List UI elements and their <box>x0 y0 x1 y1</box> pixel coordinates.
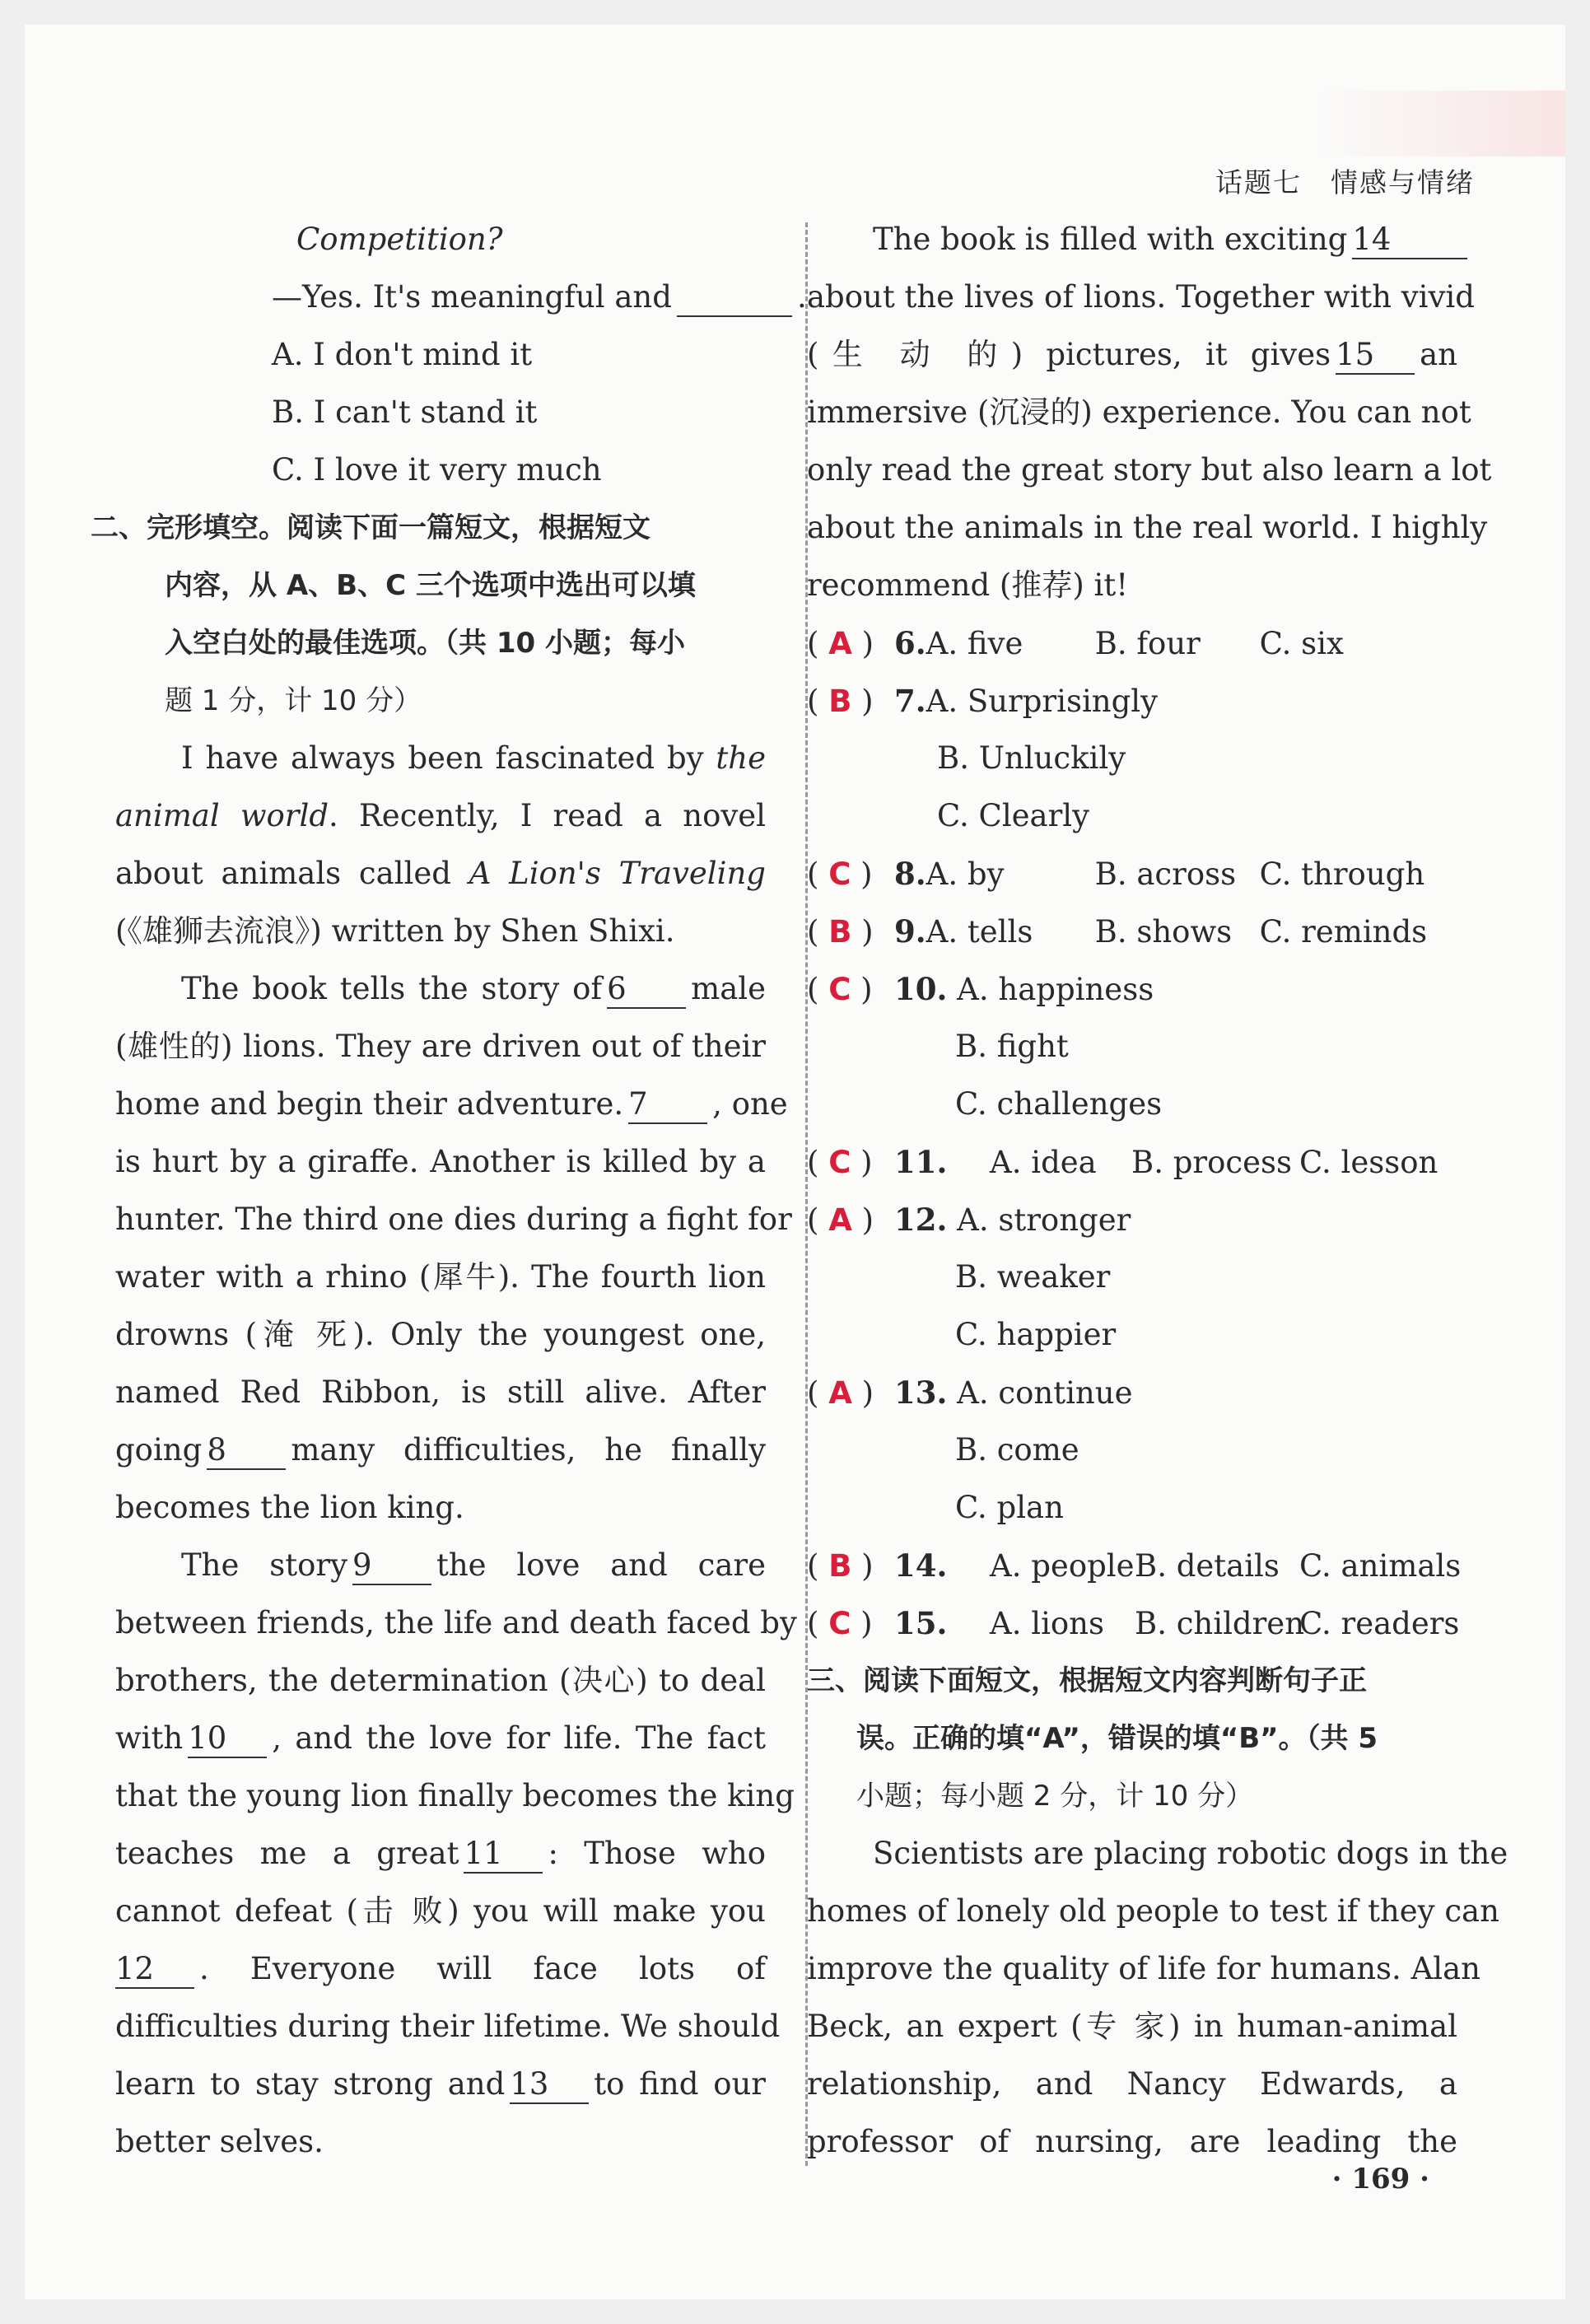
answer-blank: 12 <box>115 1951 194 1989</box>
passage-line: professor of nursing, are leading the <box>807 2124 1457 2159</box>
dialog-line: —Yes. It's meaningful and . <box>115 268 766 326</box>
answer-row-q12: ( A ) 12. A. stronger <box>807 1202 1131 1238</box>
passage-line: (生 动 的) pictures, it gives 15 an <box>807 326 1457 384</box>
answer-option: B. weaker <box>955 1259 1111 1295</box>
passage-line: about the animals in the real world. I highly <box>807 510 1488 545</box>
passage-line: that the young lion finally becomes the king <box>115 1778 795 1813</box>
passage-line: better selves. <box>115 2124 324 2159</box>
answer-blank: 14 <box>1352 222 1467 259</box>
answer-row-q8: ( C ) 8.A. by B. across C. through <box>807 856 1425 892</box>
section-3-heading: 三、阅读下面短文，根据短文内容判断句子正 <box>807 1664 1367 1697</box>
answer-row-q13: ( A ) 13. A. continue <box>807 1374 1133 1411</box>
left-column <box>91 211 807 2171</box>
answer-blank <box>677 279 792 317</box>
passage-line: I have always been fascinated by the <box>181 740 766 776</box>
answer-option: C. challenges <box>955 1086 1163 1122</box>
dialog-option: A. I don't mind it <box>272 337 533 372</box>
page-number: · 169 · <box>1331 2163 1429 2196</box>
answer-row-q6: ( A ) 6.A. five B. four C. six <box>807 625 1344 661</box>
passage-line: Scientists are placing robotic dogs in the <box>873 1836 1508 1871</box>
passage-line: 12 . Everyone will face lots of <box>115 1940 766 1998</box>
section-2-heading: 题 1 分，计 10 分） <box>165 684 422 717</box>
answer-mark: B <box>828 1548 852 1584</box>
passage-line: immersive (沉浸的) experience. You can not <box>807 394 1471 430</box>
passage-line: is hurt by a giraffe. Another is killed by a <box>115 1144 766 1179</box>
passage-line: recommend (推荐) it! <box>807 567 1129 603</box>
passage-line: home and begin their adventure. 7 , one <box>115 1076 766 1133</box>
answer-option: C. plan <box>955 1490 1064 1525</box>
dialog-option: B. I can't stand it <box>272 394 538 430</box>
section-3-heading: 小题；每小题 2 分，计 10 分） <box>856 1780 1254 1813</box>
answer-row-q15: ( C ) 15. A. lions B. childrenC. readers <box>807 1605 1460 1641</box>
answer-option: B. Unluckily <box>937 740 1126 776</box>
passage-line: The book tells the story of 6 male <box>115 960 766 1018</box>
passage-line: homes of lonely old people to test if they can <box>807 1893 1499 1929</box>
answer-row-q11: ( C ) 11. A. idea B. process C. lesson <box>807 1144 1438 1180</box>
passage-line: hunter. The third one dies during a fight for <box>115 1202 792 1237</box>
answer-option: B. fight <box>955 1029 1069 1064</box>
passage-line: Beck, an expert (专 家) in human-animal <box>807 2009 1457 2044</box>
section-3-heading: 误。正确的填“A”，错误的填“B”。（共 5 <box>856 1722 1378 1755</box>
answer-blank: 15 <box>1336 337 1415 375</box>
answer-mark: A <box>828 626 852 661</box>
dialog-line: Competition? <box>296 222 503 257</box>
passage-line: about animals called A Lion's Traveling <box>115 856 766 891</box>
answer-mark: A <box>828 1202 852 1238</box>
passage-line: improve the quality of life for humans. Alan <box>807 1951 1481 1986</box>
right-column <box>807 211 1508 2171</box>
answer-row-q7: ( B ) 7.A. Surprisingly <box>807 683 1159 719</box>
section-2-heading: 二、完形填空。阅读下面一篇短文，根据短文 <box>91 511 650 544</box>
passage-line: learn to stay strong and 13 to find our <box>115 2056 766 2113</box>
section-2-heading: 内容，从 A、B、C 三个选项中选出可以填 <box>165 569 696 602</box>
answer-option: C. happier <box>955 1317 1117 1352</box>
answer-blank: 8 <box>207 1432 286 1470</box>
passage-line: (《雄狮去流浪》) written by Shen Shixi. <box>115 913 675 949</box>
answer-row-q14: ( B ) 14. A. peopleB. details C. animals <box>807 1547 1462 1584</box>
answer-mark: A <box>828 1375 852 1411</box>
passage-line: with 10 , and the love for life. The fact <box>115 1710 766 1767</box>
passage-line: (雄性的) lions. They are driven out of their <box>115 1029 766 1064</box>
passage-line: cannot defeat (击 败) you will make you <box>115 1893 766 1929</box>
answer-blank: 6 <box>607 971 686 1009</box>
textbook-page <box>25 25 1565 2299</box>
answer-blank: 7 <box>628 1086 707 1124</box>
answer-option: B. come <box>955 1432 1079 1468</box>
passage-line: drowns (淹 死). Only the youngest one, <box>115 1317 766 1352</box>
passage-line: becomes the lion king. <box>115 1490 464 1525</box>
answer-blank: 9 <box>352 1547 431 1585</box>
passage-line: The story 9 the love and care <box>115 1537 766 1594</box>
passage-line: named Red Ribbon, is still alive. After <box>115 1374 766 1410</box>
section-2-heading: 入空白处的最佳选项。（共 10 小题；每小 <box>165 627 685 660</box>
answer-blank: 10 <box>188 1720 267 1758</box>
passage-line: difficulties during their lifetime. We should <box>115 2009 781 2044</box>
answer-mark: C <box>828 1606 851 1641</box>
answer-mark: B <box>828 684 852 719</box>
passage-line: about the lives of lions. Together with vivid <box>807 279 1475 315</box>
passage-line: The book is filled with exciting 14 <box>807 211 1457 268</box>
answer-mark: B <box>828 914 852 950</box>
answer-mark: C <box>828 856 851 892</box>
answer-row-q9: ( B ) 9.A. tells B. shows C. reminds <box>807 913 1428 950</box>
page-header-topic: 话题七 情感与情绪 <box>1215 166 1475 198</box>
page-corner-stain <box>1318 91 1565 156</box>
passage-line: animal world. Recently, I read a novel <box>115 798 766 833</box>
passage-line: relationship, and Nancy Edwards, a <box>807 2066 1457 2102</box>
passage-line: water with a rhino (犀牛). The fourth lion <box>115 1259 766 1295</box>
answer-blank: 11 <box>464 1836 543 1874</box>
passage-line: going 8 many difficulties, he finally <box>115 1421 766 1479</box>
passage-line: brothers, the determination (决心) to deal <box>115 1663 766 1698</box>
passage-line: teaches me a great 11 : Those who <box>115 1825 766 1883</box>
answer-mark: C <box>828 1145 851 1180</box>
answer-blank: 13 <box>510 2066 589 2104</box>
passage-line: only read the great story but also learn a lot <box>807 452 1492 488</box>
answer-mark: C <box>828 972 851 1007</box>
answer-option: C. Clearly <box>937 798 1090 833</box>
answer-row-q10: ( C ) 10. A. happiness <box>807 971 1154 1007</box>
passage-line: between friends, the life and death faced by <box>115 1605 797 1640</box>
dialog-option: C. I love it very much <box>272 452 602 488</box>
